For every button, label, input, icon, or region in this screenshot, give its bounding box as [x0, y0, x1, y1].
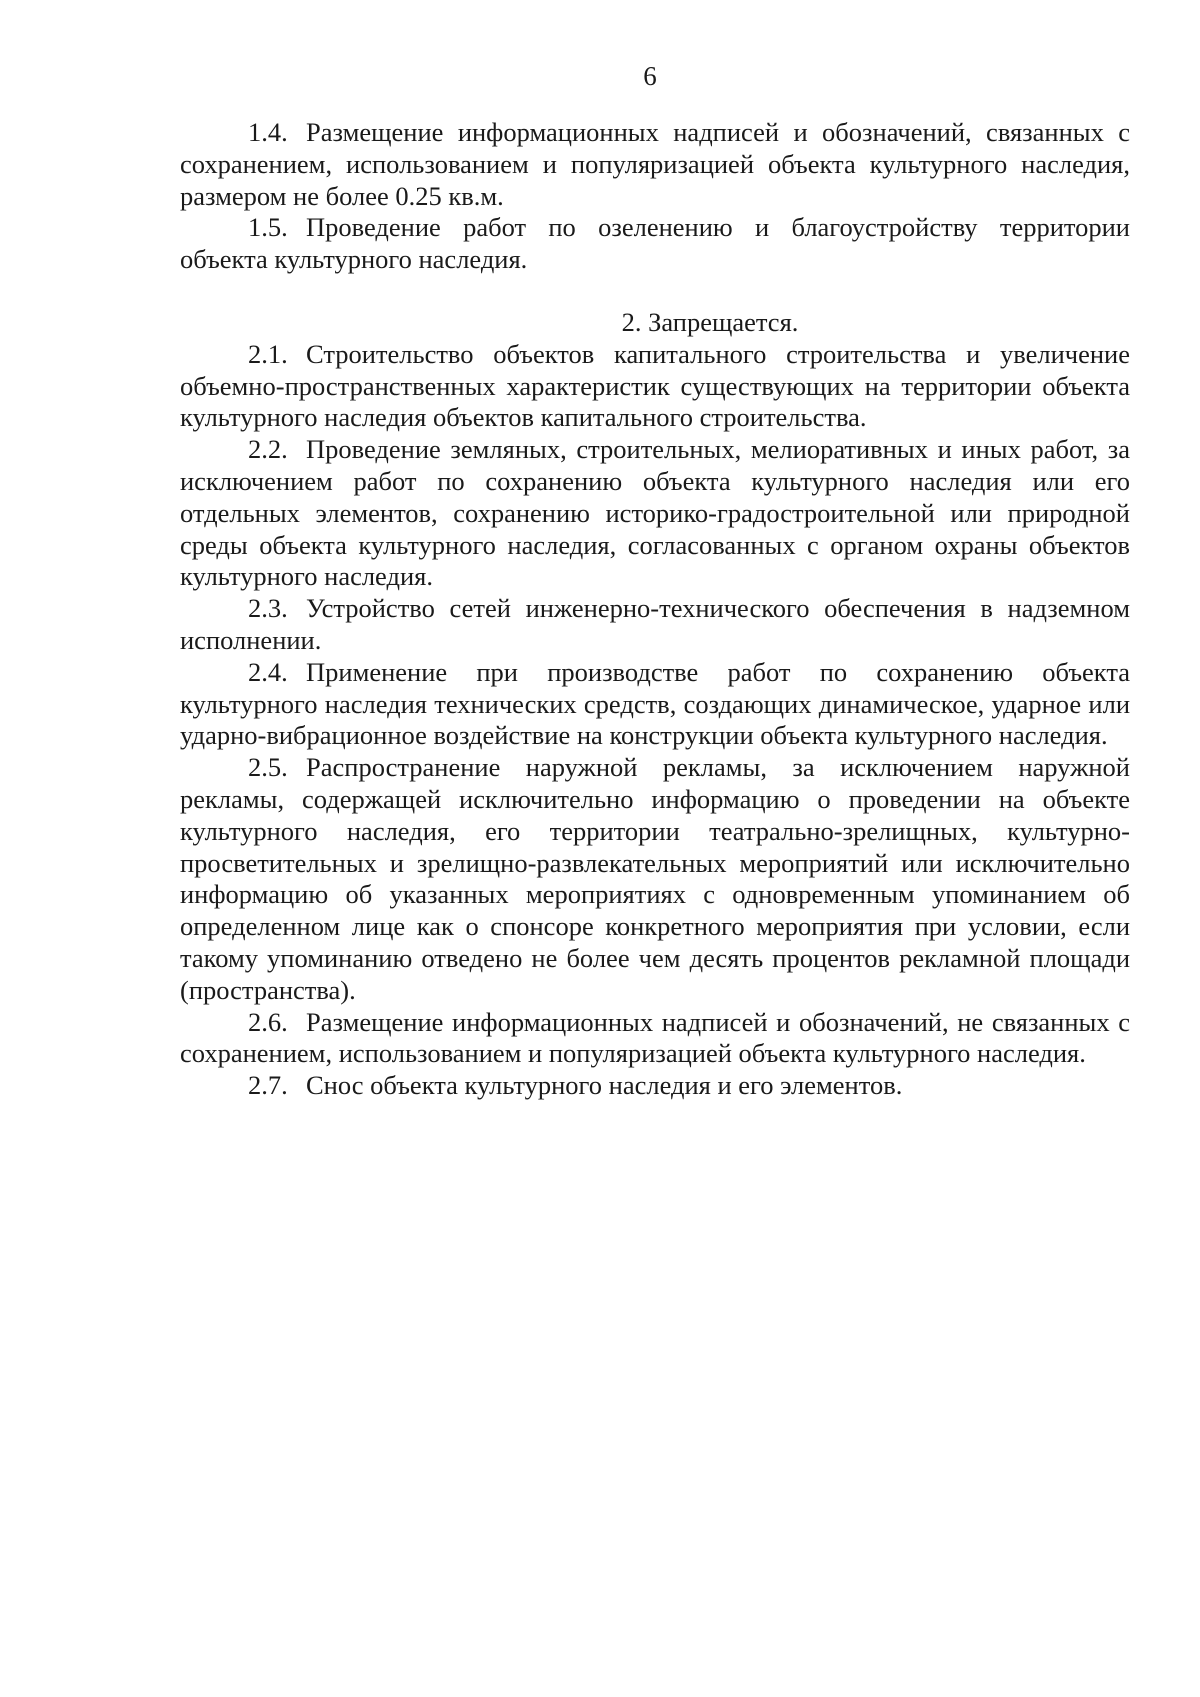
- clause-2-3: [180, 593, 1130, 657]
- clause-1-5: [180, 212, 1130, 276]
- clause-text: Размещение информационных надписей и обозначений, не связанных с сохранением, использованием и популяризацией объекта культурного наследия.: [180, 1006, 1130, 1069]
- clause-text: Строительство объектов капитального строительства и увеличение объемно-пространственных характеристик существующих на территории объекта культурного наследия объектов капитального строительства.: [180, 338, 1130, 433]
- clause-number: 1.5.: [248, 212, 288, 243]
- clause-text: Размещение информационных надписей и обозначений, связанных с сохранением, использованием и популяризацией объекта культурного наследия, размером не более 0.25 кв.м.: [180, 117, 1130, 211]
- clause-text: Применение при производстве работ по сохранению объекта культурного наследия технических средств, создающих динамическое, ударное или ударно-вибрационное воздействие на конструкции объекта культурного наследия.: [180, 656, 1130, 751]
- clause-number: 2.7.: [248, 1070, 288, 1101]
- section-heading: 2. Запрещается.: [621, 306, 799, 337]
- clause-number: 2.1.: [248, 338, 288, 369]
- clause-text: Устройство сетей инженерно-технического обеспечения в надземном исполнении.: [180, 593, 1130, 655]
- clause-text: Проведение земляных, строительных, мелиоративных и иных работ, за исключением работ по сохранению объекта культурного наследия или его отдельных элементов, сохранению историко-градостроительной или природной среды объекта культурного наследия, согласованных с органом охраны объектов культурного наследия.: [180, 434, 1130, 592]
- clause-2-5: [180, 752, 1130, 1006]
- clause-text: Распространение наружной рекламы, за исключением наружной рекламы, содержащей исключительно информацию о проведении на объекте культурного наследия, его территории театрально-зрелищных, культурно-просветительных и зрелищно-развлекательных мероприятий или исключительно информацию об указанных мероприятиях с одновременным упоминанием об определенном лице как о спонсоре конкретного мероприятия при условии, если такому упоминанию отведено не более чем десять процентов рекламной площади (пространства).: [180, 752, 1130, 1005]
- page-number: 6: [643, 61, 657, 91]
- clause-2-6: [180, 1007, 1130, 1071]
- clause-number: 2.6.: [248, 1006, 288, 1037]
- clause-number: 1.4.: [248, 117, 288, 147]
- clause-text: Снос объекта культурного наследия и его элементов.: [306, 1070, 903, 1101]
- clause-number: 2.5.: [248, 752, 288, 783]
- clause-2-1: [180, 339, 1130, 434]
- clause-number: 2.3.: [248, 593, 288, 624]
- clause-number: 2.2.: [248, 434, 288, 465]
- clause-2-4: [180, 657, 1130, 752]
- clause-text: Проведение работ по озеленению и благоустройству территории объекта культурного наследия.: [180, 212, 1130, 275]
- clause-number: 2.4.: [248, 656, 288, 687]
- clause-1-4: [180, 117, 1130, 212]
- clause-2-7: [180, 1070, 1130, 1102]
- clause-2-2: [180, 434, 1130, 593]
- document-body: [180, 117, 1130, 1102]
